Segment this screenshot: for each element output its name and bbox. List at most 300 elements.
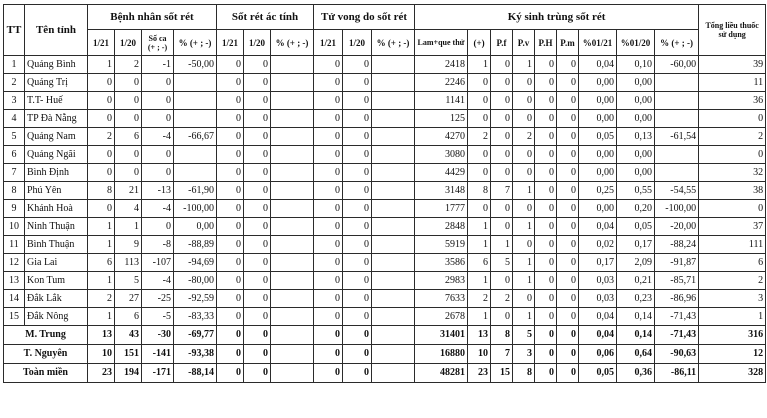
parasites-pv: 0 [513,164,535,182]
severe-1-21: 0 [217,74,244,92]
patients-1-21: 0 [88,164,115,182]
parasites-positive: 1 [468,236,491,254]
severe-percent [271,345,314,364]
patients-case-change: 0 [142,164,174,182]
deaths-1-20: 0 [343,110,372,128]
severe-1-20: 0 [244,92,271,110]
patients-case-change: 0 [142,110,174,128]
table-row [4,92,766,110]
parasites-pf: 0 [491,218,513,236]
patients-case-change: -141 [142,345,174,364]
header-patients-case-change: Số ca (+ ; -) [142,30,174,56]
parasites-slides: 2678 [415,308,468,326]
parasites-ph: 0 [535,92,557,110]
parasites-rate-20: 0,23 [617,290,655,308]
header-parasites-percent: % (+ ; -) [655,30,699,56]
patients-percent: -66,67 [174,128,217,146]
province-name: Bình Thuận [25,236,88,254]
patients-percent: 0,00 [174,218,217,236]
parasites-positive: 10 [468,345,491,364]
parasites-percent: -71,43 [655,326,699,345]
parasites-rate-21: 0,00 [579,92,617,110]
deaths-percent [372,308,415,326]
parasites-percent: -86,11 [655,364,699,383]
parasites-pv: 1 [513,254,535,272]
parasites-pm: 0 [557,218,579,236]
parasites-percent: -20,00 [655,218,699,236]
severe-percent [271,92,314,110]
patients-percent: -83,33 [174,308,217,326]
drug-doses: 0 [699,110,766,128]
patients-1-21: 10 [88,345,115,364]
parasites-positive: 2 [468,128,491,146]
row-number: 15 [4,308,25,326]
parasites-pv: 2 [513,128,535,146]
patients-case-change: -107 [142,254,174,272]
parasites-ph: 0 [535,56,557,74]
parasites-rate-20: 0,00 [617,74,655,92]
patients-1-21: 0 [88,92,115,110]
table-row [4,218,766,236]
province-name: Quảng Ngãi [25,146,88,164]
severe-percent [271,146,314,164]
province-name: Gia Lai [25,254,88,272]
parasites-rate-21: 0,05 [579,364,617,383]
severe-1-21: 0 [217,128,244,146]
parasites-ph: 0 [535,74,557,92]
patients-case-change: -5 [142,308,174,326]
parasites-pf: 0 [491,74,513,92]
parasites-ph: 0 [535,200,557,218]
severe-percent [271,218,314,236]
patients-1-21: 2 [88,128,115,146]
severe-1-20: 0 [244,345,271,364]
patients-1-20: 2 [115,56,142,74]
province-name: T.T- Huế [25,92,88,110]
patients-1-21: 0 [88,200,115,218]
deaths-percent [372,272,415,290]
parasites-rate-21: 0,00 [579,74,617,92]
deaths-1-20: 0 [343,218,372,236]
patients-1-21: 1 [88,236,115,254]
parasites-pm: 0 [557,326,579,345]
patients-1-21: 13 [88,326,115,345]
parasites-rate-20: 0,55 [617,182,655,200]
severe-1-20: 0 [244,254,271,272]
parasites-pm: 0 [557,164,579,182]
drug-doses: 2 [699,272,766,290]
parasites-pf: 0 [491,128,513,146]
patients-percent: -88,14 [174,364,217,383]
severe-percent [271,164,314,182]
header-parasites-rate-20: %01/20 [617,30,655,56]
row-number: 9 [4,200,25,218]
deaths-percent [372,92,415,110]
parasites-rate-21: 0,02 [579,236,617,254]
summary-label: M. Trung [4,326,88,345]
parasites-slides: 1141 [415,92,468,110]
drug-doses: 3 [699,290,766,308]
table-body [4,56,766,383]
header-deaths-percent: % (+ ; -) [372,30,415,56]
parasites-pf: 0 [491,164,513,182]
parasites-pm: 0 [557,146,579,164]
header-row-subcolumns [4,30,766,56]
severe-percent [271,308,314,326]
deaths-percent [372,218,415,236]
patients-1-20: 6 [115,128,142,146]
parasites-pf: 1 [491,236,513,254]
patients-1-20: 1 [115,218,142,236]
deaths-1-21: 0 [314,200,343,218]
parasites-rate-20: 0,10 [617,56,655,74]
parasites-rate-20: 0,00 [617,110,655,128]
drug-doses: 32 [699,164,766,182]
row-number: 14 [4,290,25,308]
table-row [4,164,766,182]
header-parasites-ph: P.H [535,30,557,56]
parasites-pv: 1 [513,308,535,326]
parasites-pf: 8 [491,326,513,345]
table-row [4,254,766,272]
header-severe-percent: % (+ ; -) [271,30,314,56]
patients-1-21: 2 [88,290,115,308]
parasites-slides: 2848 [415,218,468,236]
parasites-pv: 0 [513,200,535,218]
parasites-rate-21: 0,00 [579,200,617,218]
patients-1-20: 27 [115,290,142,308]
deaths-1-20: 0 [343,182,372,200]
parasites-pm: 0 [557,110,579,128]
patients-1-20: 21 [115,182,142,200]
severe-percent [271,272,314,290]
parasites-pf: 0 [491,110,513,128]
deaths-percent [372,345,415,364]
parasites-positive: 8 [468,182,491,200]
parasites-percent: -61,54 [655,128,699,146]
parasites-slides: 4429 [415,164,468,182]
parasites-slides: 16880 [415,345,468,364]
severe-1-20: 0 [244,308,271,326]
deaths-1-21: 0 [314,128,343,146]
parasites-pf: 0 [491,146,513,164]
province-name: TP Đà Nẵng [25,110,88,128]
deaths-1-21: 0 [314,308,343,326]
province-name: Ninh Thuận [25,218,88,236]
deaths-1-21: 0 [314,218,343,236]
patients-1-21: 1 [88,308,115,326]
row-number: 10 [4,218,25,236]
province-name: Quảng Trị [25,74,88,92]
header-group-deaths: Tử vong do sốt rét [314,5,415,30]
row-number: 8 [4,182,25,200]
severe-1-21: 0 [217,218,244,236]
deaths-percent [372,74,415,92]
parasites-rate-21: 0,03 [579,272,617,290]
parasites-percent [655,146,699,164]
province-name: Phú Yên [25,182,88,200]
parasites-pv: 1 [513,56,535,74]
province-name: Đắk Lắk [25,290,88,308]
table-row [4,272,766,290]
parasites-pm: 0 [557,200,579,218]
severe-percent [271,236,314,254]
parasites-percent: -54,55 [655,182,699,200]
parasites-pm: 0 [557,272,579,290]
parasites-pv: 1 [513,218,535,236]
patients-1-21: 1 [88,272,115,290]
header-severe-1-20: 1/20 [244,30,271,56]
deaths-percent [372,200,415,218]
parasites-positive: 0 [468,110,491,128]
parasites-slides: 7633 [415,290,468,308]
severe-1-21: 0 [217,146,244,164]
header-parasites-pf: P.f [491,30,513,56]
header-group-severe: Sốt rét ác tính [217,5,314,30]
deaths-1-21: 0 [314,56,343,74]
parasites-pf: 0 [491,272,513,290]
deaths-1-21: 0 [314,74,343,92]
parasites-pv: 0 [513,92,535,110]
severe-1-20: 0 [244,326,271,345]
patients-1-20: 0 [115,146,142,164]
header-parasites-positive: (+) [468,30,491,56]
parasites-pf: 2 [491,290,513,308]
header-row-groups [4,5,766,30]
patients-1-20: 4 [115,200,142,218]
parasites-percent [655,74,699,92]
patients-percent: -88,89 [174,236,217,254]
header-group-parasites: Ký sinh trùng sốt rét [415,5,699,30]
parasites-positive: 0 [468,74,491,92]
parasites-slides: 5919 [415,236,468,254]
header-parasites-pm: P.m [557,30,579,56]
parasites-positive: 6 [468,254,491,272]
drug-doses: 11 [699,74,766,92]
patients-percent: -80,00 [174,272,217,290]
deaths-percent [372,110,415,128]
parasites-pm: 0 [557,182,579,200]
parasites-rate-20: 0,20 [617,200,655,218]
parasites-pv: 0 [513,236,535,254]
parasites-ph: 0 [535,110,557,128]
header-patients-1-21: 1/21 [88,30,115,56]
patients-1-20: 0 [115,164,142,182]
patients-1-20: 9 [115,236,142,254]
parasites-percent [655,110,699,128]
parasites-pm: 0 [557,254,579,272]
parasites-pm: 0 [557,290,579,308]
patients-1-20: 5 [115,272,142,290]
table-row [4,182,766,200]
parasites-pv: 0 [513,290,535,308]
deaths-percent [372,364,415,383]
parasites-pv: 8 [513,364,535,383]
severe-1-20: 0 [244,236,271,254]
parasites-rate-20: 0,21 [617,272,655,290]
header-deaths-1-21: 1/21 [314,30,343,56]
parasites-percent [655,164,699,182]
drug-doses: 2 [699,128,766,146]
parasites-pm: 0 [557,308,579,326]
parasites-ph: 0 [535,272,557,290]
parasites-slides: 125 [415,110,468,128]
parasites-pv: 1 [513,272,535,290]
summary-row [4,364,766,383]
patients-percent: -93,38 [174,345,217,364]
patients-percent: -100,00 [174,200,217,218]
parasites-slides: 31401 [415,326,468,345]
patients-1-20: 113 [115,254,142,272]
parasites-rate-21: 0,00 [579,146,617,164]
severe-1-21: 0 [217,164,244,182]
parasites-positive: 0 [468,92,491,110]
parasites-rate-20: 0,00 [617,92,655,110]
deaths-1-21: 0 [314,110,343,128]
parasites-rate-20: 0,36 [617,364,655,383]
parasites-percent: -88,24 [655,236,699,254]
patients-case-change: 0 [142,74,174,92]
summary-row [4,345,766,364]
table-row [4,56,766,74]
patients-percent: -94,69 [174,254,217,272]
parasites-rate-21: 0,17 [579,254,617,272]
patients-1-20: 194 [115,364,142,383]
severe-percent [271,56,314,74]
drug-doses: 37 [699,218,766,236]
deaths-1-20: 0 [343,364,372,383]
parasites-positive: 1 [468,308,491,326]
patients-case-change: -4 [142,200,174,218]
patients-percent: -69,77 [174,326,217,345]
patients-case-change: -8 [142,236,174,254]
parasites-pv: 1 [513,182,535,200]
patients-1-20: 0 [115,110,142,128]
deaths-1-20: 0 [343,272,372,290]
severe-1-20: 0 [244,290,271,308]
parasites-slides: 3148 [415,182,468,200]
province-name: Kon Tum [25,272,88,290]
patients-case-change: -1 [142,56,174,74]
parasites-ph: 0 [535,128,557,146]
parasites-ph: 0 [535,308,557,326]
severe-1-20: 0 [244,74,271,92]
deaths-1-20: 0 [343,56,372,74]
severe-1-20: 0 [244,218,271,236]
drug-doses: 0 [699,146,766,164]
parasites-ph: 0 [535,254,557,272]
deaths-1-21: 0 [314,345,343,364]
parasites-percent: -71,43 [655,308,699,326]
row-number: 5 [4,128,25,146]
severe-1-21: 0 [217,345,244,364]
drug-doses: 111 [699,236,766,254]
parasites-slides: 2983 [415,272,468,290]
parasites-ph: 0 [535,326,557,345]
deaths-percent [372,164,415,182]
severe-1-21: 0 [217,326,244,345]
row-number: 12 [4,254,25,272]
patients-1-21: 23 [88,364,115,383]
severe-percent [271,254,314,272]
table-row [4,200,766,218]
drug-doses: 39 [699,56,766,74]
severe-1-21: 0 [217,272,244,290]
parasites-pf: 15 [491,364,513,383]
patients-1-21: 0 [88,110,115,128]
deaths-1-20: 0 [343,254,372,272]
parasites-pv: 0 [513,110,535,128]
parasites-pf: 0 [491,308,513,326]
patients-1-20: 0 [115,74,142,92]
parasites-percent: -100,00 [655,200,699,218]
parasites-pm: 0 [557,56,579,74]
severe-percent [271,290,314,308]
deaths-1-21: 0 [314,236,343,254]
patients-percent [174,92,217,110]
row-number: 13 [4,272,25,290]
parasites-rate-21: 0,25 [579,182,617,200]
table-row [4,290,766,308]
deaths-1-20: 0 [343,146,372,164]
deaths-1-20: 0 [343,164,372,182]
severe-1-21: 0 [217,290,244,308]
patients-case-change: -30 [142,326,174,345]
severe-percent [271,128,314,146]
parasites-percent: -86,96 [655,290,699,308]
parasites-percent [655,92,699,110]
header-severe-1-21: 1/21 [217,30,244,56]
drug-doses: 12 [699,345,766,364]
patients-case-change: 0 [142,146,174,164]
severe-1-20: 0 [244,164,271,182]
parasites-rate-21: 0,06 [579,345,617,364]
patients-1-21: 6 [88,254,115,272]
parasites-positive: 0 [468,200,491,218]
parasites-ph: 0 [535,364,557,383]
severe-1-20: 0 [244,364,271,383]
parasites-pm: 0 [557,345,579,364]
parasites-pv: 5 [513,326,535,345]
table-header [4,5,766,56]
patients-1-20: 0 [115,92,142,110]
deaths-1-20: 0 [343,92,372,110]
parasites-ph: 0 [535,345,557,364]
deaths-1-21: 0 [314,254,343,272]
drug-doses: 6 [699,254,766,272]
header-tt: TT [4,5,25,56]
parasites-ph: 0 [535,218,557,236]
severe-1-20: 0 [244,272,271,290]
parasites-positive: 1 [468,272,491,290]
patients-percent [174,110,217,128]
parasites-rate-20: 0,14 [617,326,655,345]
row-number: 6 [4,146,25,164]
parasites-rate-21: 0,05 [579,128,617,146]
deaths-1-20: 0 [343,74,372,92]
parasites-slides: 4270 [415,128,468,146]
parasites-rate-20: 0,00 [617,146,655,164]
deaths-percent [372,326,415,345]
parasites-pf: 0 [491,92,513,110]
deaths-1-20: 0 [343,308,372,326]
patients-case-change: -13 [142,182,174,200]
table-row [4,110,766,128]
severe-1-21: 0 [217,56,244,74]
header-parasites-rate-21: %01/21 [579,30,617,56]
drug-doses: 0 [699,200,766,218]
severe-1-21: 0 [217,236,244,254]
